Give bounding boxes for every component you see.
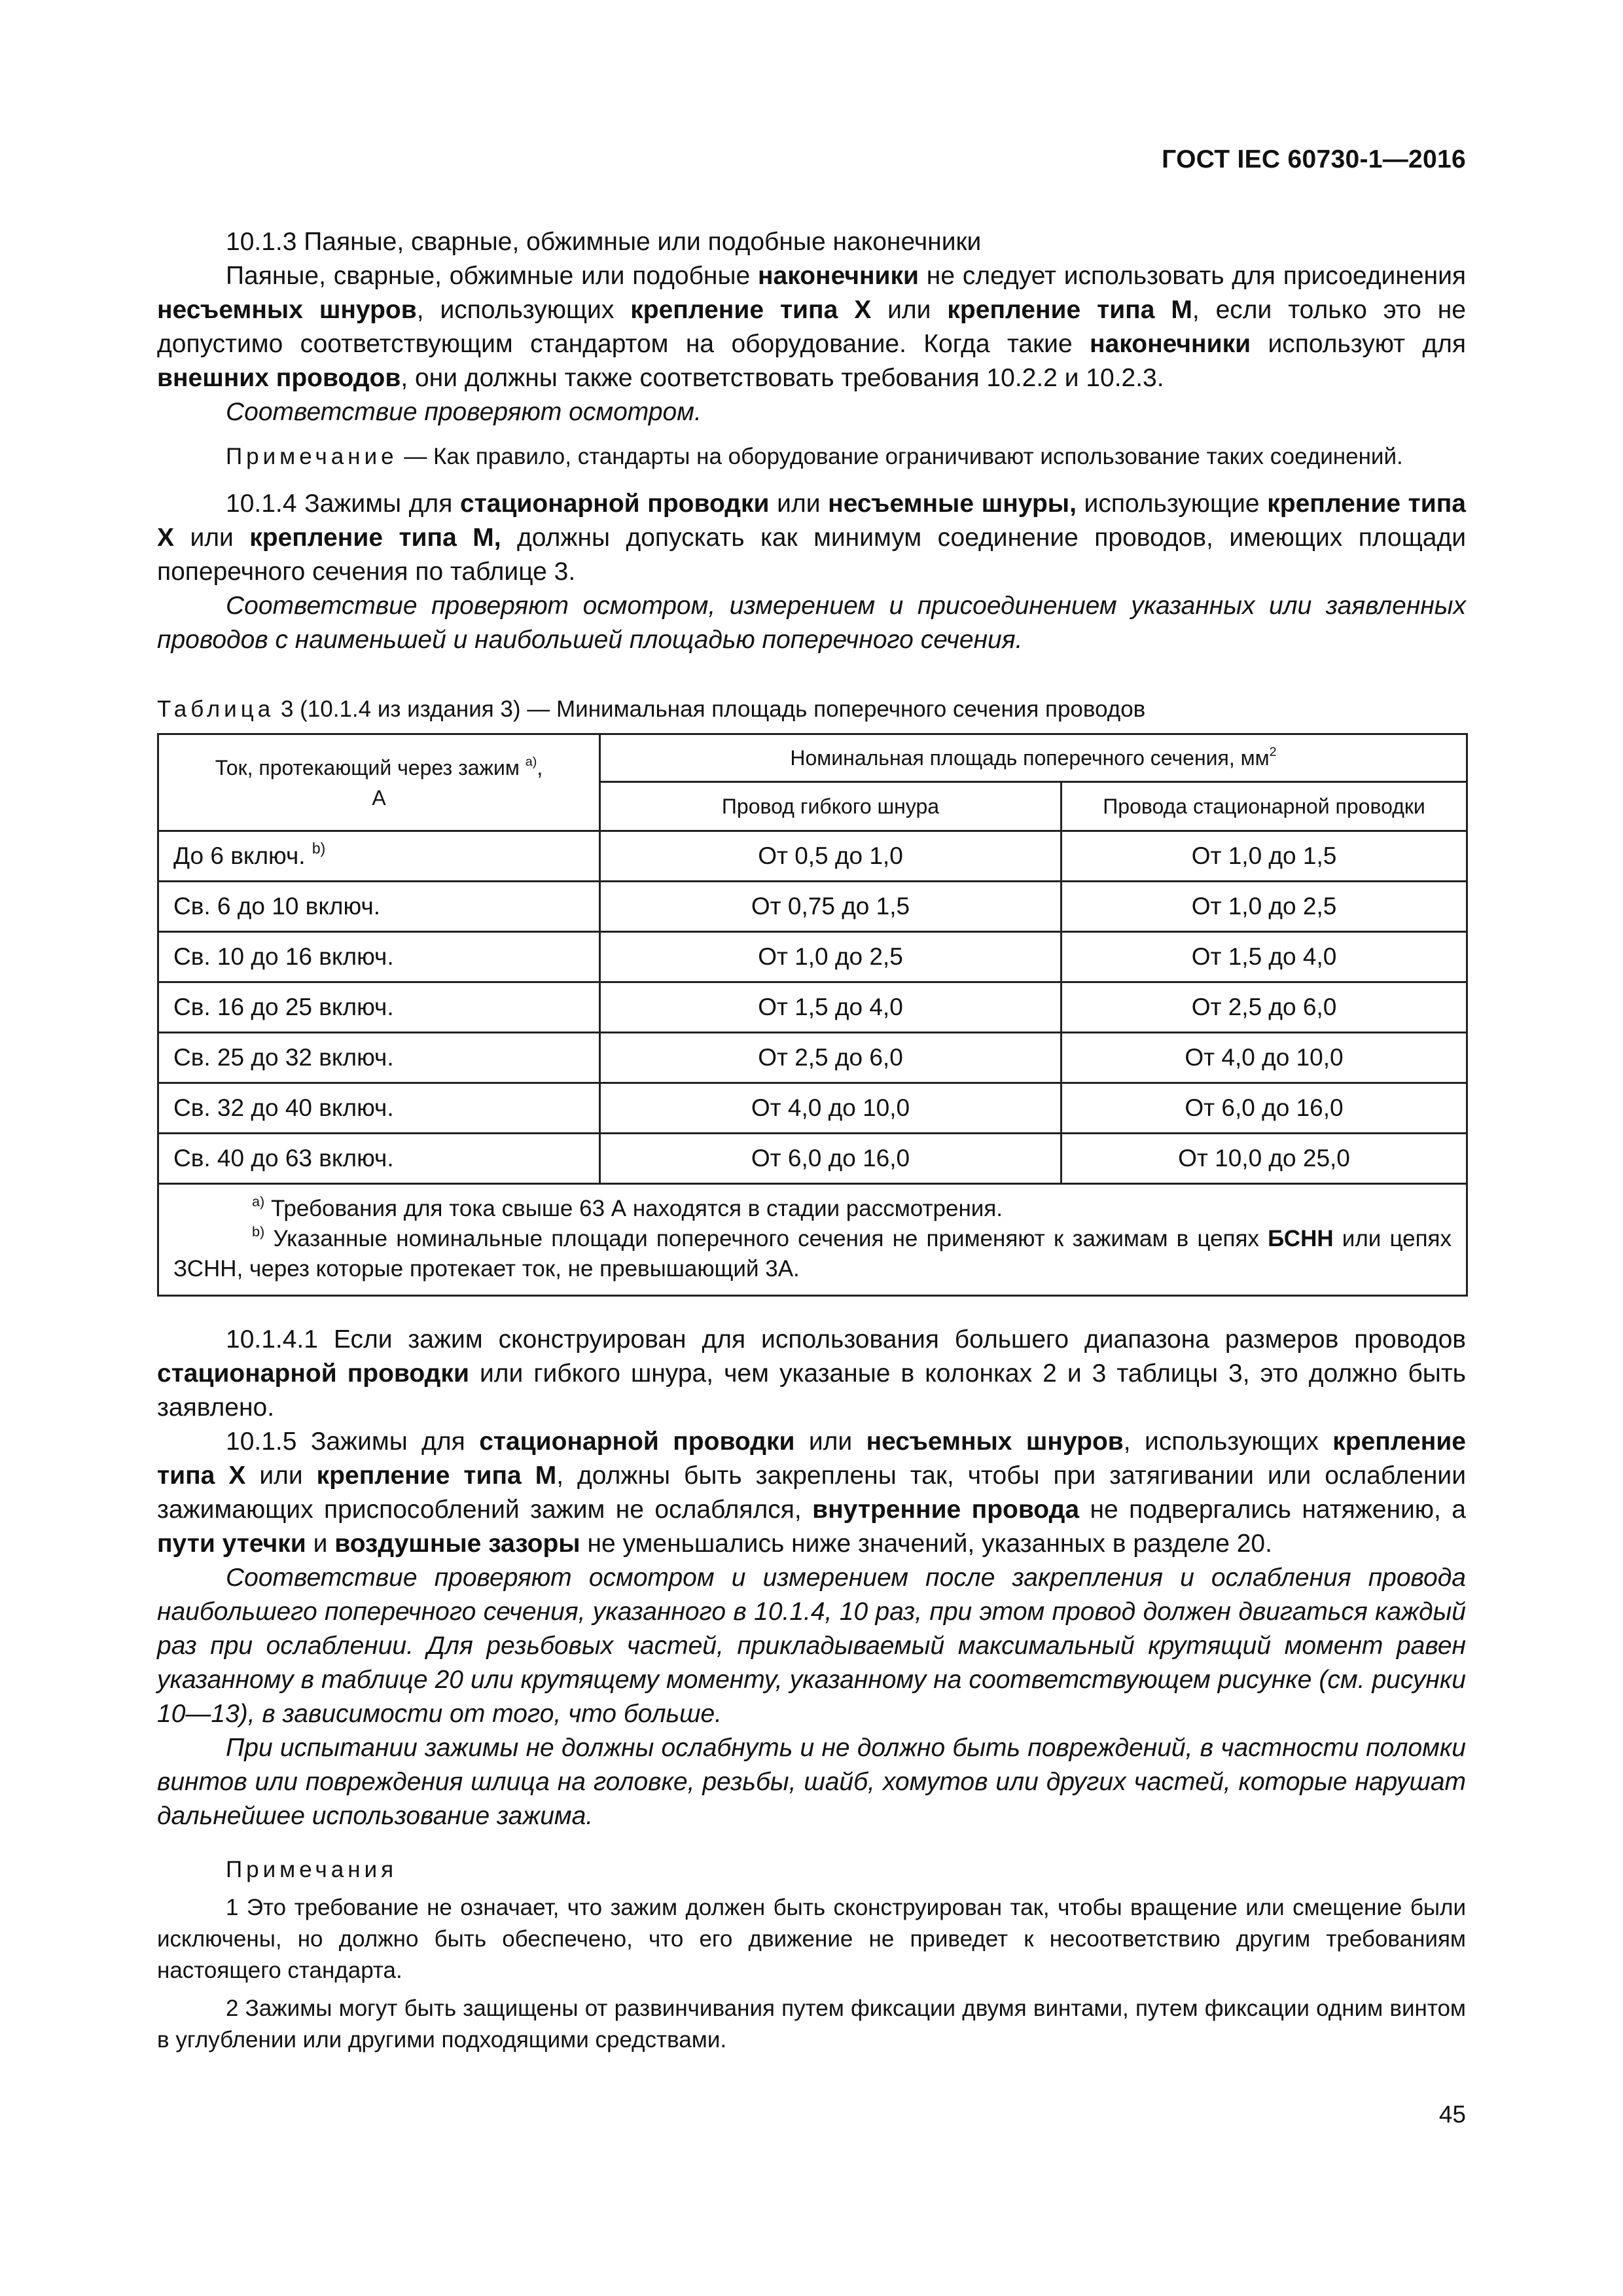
notes-label-text: Примечания xyxy=(226,1857,398,1882)
table-header-current-label: Ток, протекающий через зажим xyxy=(215,755,520,780)
table-header-area-label: Номинальная площадь поперечного сечения, мм xyxy=(790,746,1270,770)
table-header-current: Ток, протекающий через зажим $^{a)}$, А xyxy=(158,734,600,831)
defined-term: крепление типа M xyxy=(316,1462,557,1490)
cell-current: Св. 10 до 16 включ. xyxy=(158,932,600,982)
defined-term: воздушные зазоры xyxy=(334,1530,580,1558)
defined-term: наконечники xyxy=(1090,330,1251,358)
table-caption-text: 3 (10.1.4 из издания 3) — Минимальная площадь поперечного сечения проводов xyxy=(274,696,1146,722)
defined-term: несъемных шнуров xyxy=(866,1427,1124,1456)
text-run: или гибкого шнура, чем указаные в колонках 2 и 3 таблицы 3, это должно быть заявлено. xyxy=(157,1359,1466,1422)
footnote-mark: b) xyxy=(312,839,326,857)
defined-term: внутренние провода xyxy=(812,1496,1080,1524)
note-1: 1 Это требование не означает, что зажим должен быть сконструирован так, чтобы вращение или смещение были исключены, но должно быть обеспечено, что его движение не приведет к несоответствию другим требованиям настоящего стандарта. xyxy=(157,1895,1466,1983)
section-10-1-3-title: 10.1.3 Паяные, сварные, обжимные или подобные наконечники xyxy=(226,228,982,256)
page-number: 45 xyxy=(1438,2101,1466,2128)
section-10-1-4-1-paragraph xyxy=(157,1323,1466,1425)
table-row xyxy=(158,1083,1467,1134)
table-row xyxy=(158,882,1467,932)
text-run: , должны быть закреплены так, чтобы при затягивании или ослаблении зажимающих приспособлений зажим не ослаблялся, xyxy=(157,1462,1466,1524)
defined-term: стационарной проводки xyxy=(479,1427,795,1456)
note-2: 2 Зажимы могут быть защищены от развинчивания путем фиксации двумя винтами, путем фиксации одним винтом в углублении или другими подходящими средствами. xyxy=(157,1996,1466,2053)
footnote-text: Требования для тока свыше 63 А находятся в стадии рассмотрения. xyxy=(264,1196,1003,1221)
cell-flexible-cord: От 4,0 до 10,0 xyxy=(600,1083,1061,1134)
cell-current xyxy=(158,831,600,882)
section-10-1-5-compliance-1: Соответствие проверяют осмотром и измерением после закрепления и ослабления провода наибольшего поперечного сечения, указанного в 10.1.4, 10 раз, при этом провод должен двигаться каждый раз при ослаблении. Для резьбовых частей, прикладываемый максимальный крутящий момент равен указанному в таблице 20 или крутящему моменту, указанному на соответствующем рисунке (см. рисунки 10—13), в зависимости от того, что больше. xyxy=(157,1564,1466,1728)
defined-term: наконечники xyxy=(757,262,919,290)
cell-fixed-wiring: От 2,5 до 6,0 xyxy=(1061,982,1467,1033)
defined-term: несъемных шнуров xyxy=(157,296,417,324)
defined-term: стационарной проводки xyxy=(157,1359,469,1388)
cell-flexible-cord: От 0,75 до 1,5 xyxy=(600,882,1061,932)
cell-flexible-cord: От 1,0 до 2,5 xyxy=(600,932,1061,982)
text-run: использующие xyxy=(1076,490,1268,518)
table-footnote-b xyxy=(173,1224,1452,1284)
footnote-mark: b) xyxy=(252,1223,265,1240)
text-run: , они должны также соответствовать требования 10.2.2 и 10.2.3. xyxy=(401,364,1164,392)
cell-current: Св. 40 до 63 включ. xyxy=(158,1134,600,1184)
cell-fixed-wiring: От 4,0 до 10,0 xyxy=(1061,1033,1467,1083)
defined-term: крепление типа X xyxy=(630,296,872,324)
defined-term: крепление типа X xyxy=(157,1427,1466,1490)
table-footnote-a xyxy=(173,1194,1452,1224)
section-10-1-5-compliance-2: При испытании зажимы не должны ослабнуть и не должно быть повреждений, в частности поломки винтов или повреждения шлица на головке, резьбы, шайб, хомутов или других частей, которые нарушат дальнейшее использование зажима. xyxy=(157,1734,1466,1830)
text-run: или цепях ЗСНН, через которые протекает ток, не превышающий 3А. xyxy=(173,1226,1452,1282)
section-10-1-3-paragraph xyxy=(157,259,1466,395)
defined-term: стационарной проводки xyxy=(459,490,770,518)
text-run: используют для xyxy=(1251,330,1466,358)
section-10-1-4-compliance: Соответствие проверяют осмотром, измерением и присоединением указанных или заявленных проводов с наименьшей и наибольшей площадью поперечного сечения. xyxy=(157,592,1466,654)
text-run: Паяные, сварные, обжимные или подобные xyxy=(226,262,758,290)
text-run: не следует использовать для присоединения xyxy=(919,262,1466,290)
document-code: ГОСТ IEC 60730-1—2016 xyxy=(1162,145,1466,173)
table-row xyxy=(158,1134,1467,1184)
table-3-body xyxy=(158,831,1467,1184)
cell-fixed-wiring: От 10,0 до 25,0 xyxy=(1061,1134,1467,1184)
text-run: или xyxy=(174,524,250,552)
text-run: , использующих xyxy=(416,296,631,324)
footnote-text xyxy=(173,1226,1452,1282)
table-row xyxy=(158,831,1467,882)
cell-flexible-cord: От 6,0 до 16,0 xyxy=(600,1134,1061,1184)
note-label: Примечание xyxy=(226,444,398,469)
cell-flexible-cord: От 0,5 до 1,0 xyxy=(600,831,1061,882)
text-run: или xyxy=(871,296,948,324)
table-caption-label: Таблица xyxy=(157,696,275,722)
table-3-caption xyxy=(157,694,1466,725)
defined-term: внешних проводов xyxy=(157,364,401,392)
text-run: не уменьшались ниже значений, указанных в разделе 20. xyxy=(580,1530,1272,1558)
defined-term: пути утечки xyxy=(157,1530,306,1558)
table-row xyxy=(158,1033,1467,1083)
defined-term: крепление типа M, xyxy=(249,524,501,552)
document-page xyxy=(157,0,1466,2296)
cell-fixed-wiring: От 1,0 до 1,5 xyxy=(1061,831,1467,882)
section-10-1-3-note xyxy=(157,441,1466,473)
footnote-mark: a) xyxy=(525,754,537,769)
note-text: — Как правило, стандарты на оборудование ограничивают использование таких соединений. xyxy=(397,444,1403,469)
text-run: или xyxy=(794,1427,866,1456)
text-run: и xyxy=(306,1530,335,1558)
table-3-footnotes xyxy=(158,1184,1467,1296)
table-header-current-unit: А xyxy=(372,785,386,810)
text-run: 10.1.4 Зажимы для xyxy=(226,490,460,518)
defined-term: несъемные шнуры, xyxy=(828,490,1077,518)
table-row xyxy=(158,982,1467,1033)
text-run: или xyxy=(245,1462,317,1490)
cell-current: Св. 6 до 10 включ. xyxy=(158,882,600,932)
section-10-1-5-paragraph xyxy=(157,1425,1466,1561)
cell-fixed-wiring: От 1,0 до 2,5 xyxy=(1061,882,1467,932)
text-run: должны допускать как минимум соединение проводов, имеющих площади поперечного сечения по таблице 3. xyxy=(157,524,1467,586)
table-header-fixed-wiring: Провода стационарной проводки xyxy=(1061,782,1467,831)
defined-term: крепление типа X xyxy=(157,490,1466,552)
table-row xyxy=(158,932,1467,982)
cell-current: Св. 32 до 40 включ. xyxy=(158,1083,600,1134)
cell-fixed-wiring: От 6,0 до 16,0 xyxy=(1061,1083,1467,1134)
cell-current-text: До 6 включ. xyxy=(173,842,306,869)
text-run: Указанные номинальные площади поперечного сечения не применяют к зажимам в цепях xyxy=(264,1226,1268,1251)
table-header-flexible-cord: Провод гибкого шнура xyxy=(600,782,1061,831)
document-body xyxy=(157,225,1466,2056)
table-header-area-group xyxy=(600,734,1467,782)
table-3 xyxy=(157,733,1468,1297)
cell-current: Св. 16 до 25 включ. xyxy=(158,982,600,1033)
text-run: , если только это не допустимо соответствующим стандартом на оборудование. Когда такие xyxy=(157,296,1466,358)
section-10-1-4-paragraph xyxy=(157,487,1466,589)
notes-label xyxy=(157,1854,1466,1886)
cell-flexible-cord: От 2,5 до 6,0 xyxy=(600,1033,1061,1083)
unit-superscript: 2 xyxy=(1269,745,1277,760)
text-run: или xyxy=(769,490,829,518)
cell-fixed-wiring: От 1,5 до 4,0 xyxy=(1061,932,1467,982)
text-run: не подвергались натяжению, а xyxy=(1079,1496,1467,1524)
cell-flexible-cord: От 1,5 до 4,0 xyxy=(600,982,1061,1033)
text-run: 10.1.4.1 Если зажим сконструирован для использования большего диапазона размеров проводов xyxy=(226,1325,1466,1354)
footnote-mark: a) xyxy=(252,1193,265,1210)
text-run: , использующих xyxy=(1123,1427,1333,1456)
text-run: 10.1.5 Зажимы для xyxy=(226,1427,480,1456)
cell-current: Св. 25 до 32 включ. xyxy=(158,1033,600,1083)
defined-term: БСНН xyxy=(1268,1226,1334,1251)
defined-term: крепление типа M xyxy=(947,296,1192,324)
section-10-1-3-compliance: Соответствие проверяют осмотром. xyxy=(226,398,702,426)
